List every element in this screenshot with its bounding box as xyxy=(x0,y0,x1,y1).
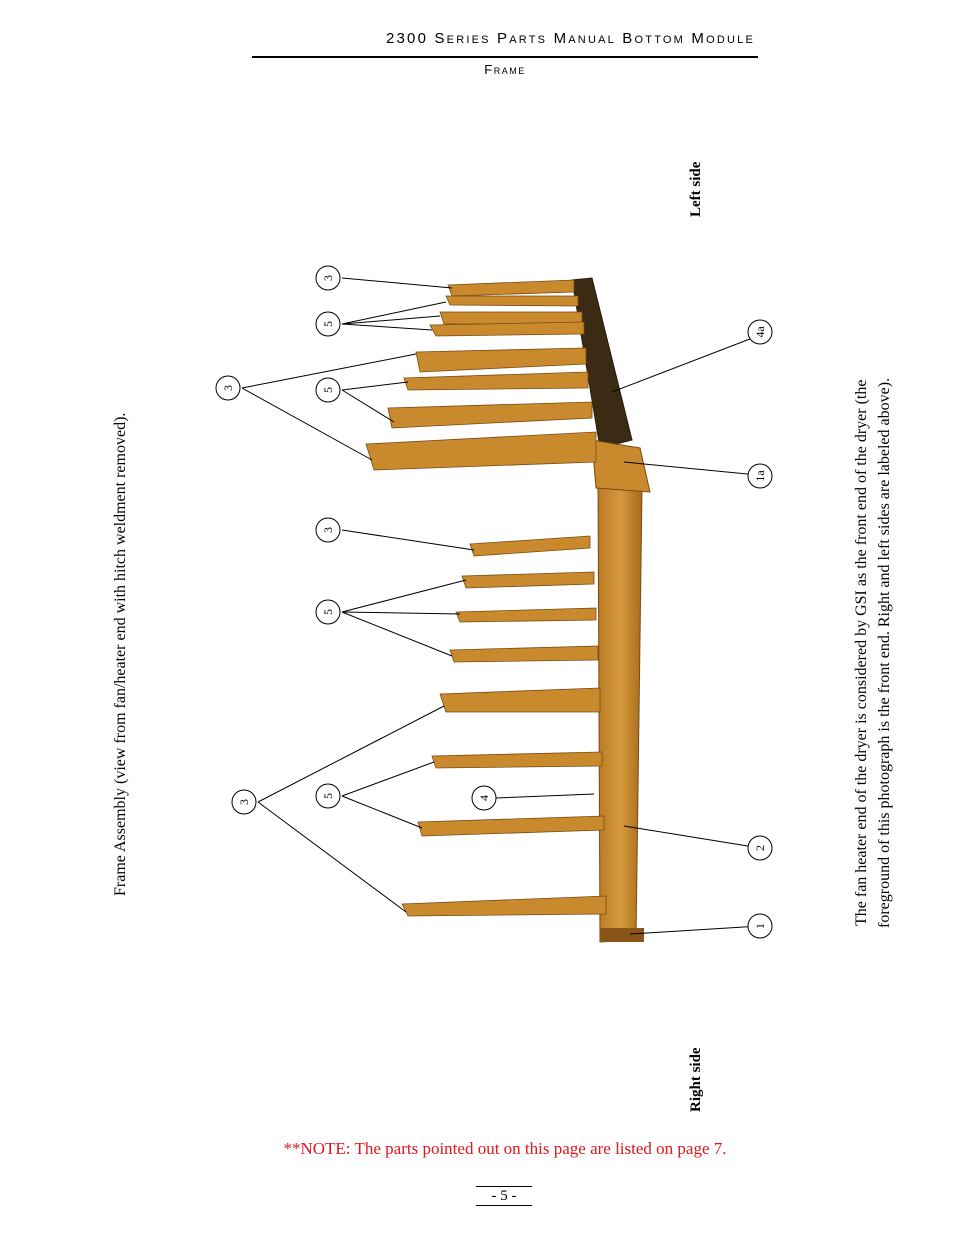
svg-text:2: 2 xyxy=(753,845,767,851)
svg-text:4: 4 xyxy=(477,795,491,801)
svg-text:3: 3 xyxy=(237,799,251,805)
callout-3-upper-left xyxy=(216,376,240,400)
figure-caption: Frame Assembly (view from fan/heater end with hitch weldment removed). xyxy=(112,412,129,896)
svg-text:1a: 1a xyxy=(753,470,767,482)
svg-text:3: 3 xyxy=(321,527,335,533)
page-number: - 5 - xyxy=(476,1186,532,1206)
callout-1 xyxy=(748,914,772,938)
svg-text:5: 5 xyxy=(321,793,335,799)
callout-5-lower xyxy=(316,784,340,808)
callout-5-middle xyxy=(316,600,340,624)
right-side-label: Right side xyxy=(688,1047,704,1112)
callout-2 xyxy=(748,836,772,860)
parts-note: **NOTE: The parts pointed out on this page are listed on page 7. xyxy=(283,1139,727,1158)
callout-5-upper xyxy=(316,378,340,402)
callout-1a xyxy=(748,464,772,488)
header-title: 2300 Series Parts Manual Bottom Module xyxy=(385,30,755,47)
explanation-line-2: foreground of this photograph is the front end. Right and left sides are labeled above). xyxy=(876,377,893,928)
lower-arms xyxy=(402,536,606,916)
callout-3-middle xyxy=(316,518,340,542)
svg-text:5: 5 xyxy=(321,387,335,393)
header-subtitle: Frame xyxy=(484,62,526,77)
corner-plate xyxy=(592,440,650,492)
left-side-label: Left side xyxy=(688,161,704,217)
callout-5-top xyxy=(316,312,340,336)
explanation-line-1: The fan heater end of the dryer is considered by GSI as the front end of the dryer (the xyxy=(853,379,870,926)
svg-text:5: 5 xyxy=(321,609,335,615)
upper-arms xyxy=(366,280,596,470)
svg-text:5: 5 xyxy=(321,321,335,327)
main-frame-rail xyxy=(598,480,642,942)
svg-text:3: 3 xyxy=(221,385,235,391)
rail-end-plate xyxy=(600,928,644,942)
callout-3-lower-left xyxy=(232,790,256,814)
callout-3-top xyxy=(316,266,340,290)
svg-text:1: 1 xyxy=(753,923,767,929)
svg-text:3: 3 xyxy=(321,275,335,281)
callout-4a xyxy=(748,320,772,344)
svg-text:4a: 4a xyxy=(753,326,767,338)
callout-4 xyxy=(472,786,496,810)
